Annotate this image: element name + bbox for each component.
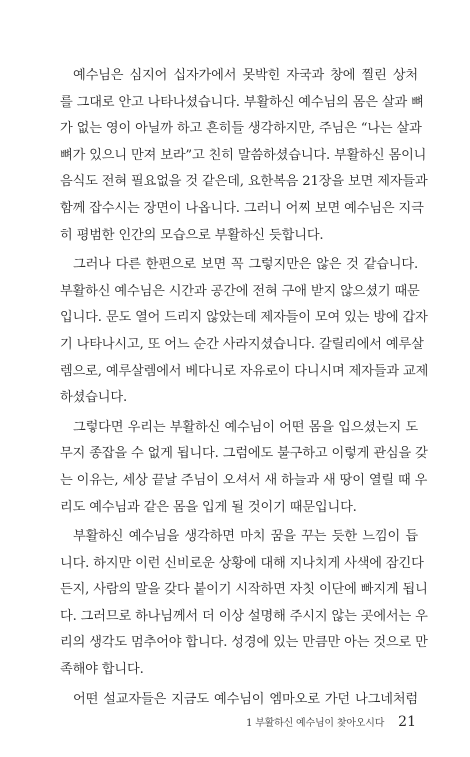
page-footer <box>246 714 416 730</box>
text-line: 그러나 다른 한편으로 보면 꼭 그렇지만은 않은 것 같습니다. <box>73 257 418 273</box>
text-line: 하셨습니다. <box>60 390 127 406</box>
text-line: 기 나타나시고, 또 어느 순간 사라지셨습니다. 갈릴리에서 예루살 <box>60 336 424 352</box>
text-line: 그렇다면 우리는 부활하신 예수님이 어떤 몸을 입으셨는지 도 <box>73 419 418 435</box>
text-line: 입니다. 문도 열어 드리지 않았는데 제자들이 모여 있는 방에 갑자 <box>60 310 428 326</box>
text-line: 뼈가 있으니 만져 보라”고 친히 말씀하셨습니다. 부활하신 몸이니 <box>60 147 427 163</box>
text-line: 리의 생각도 멈추어야 합니다. 성경에 있는 만큼만 아는 것으로 만 <box>60 635 428 651</box>
text-line: 렘으로, 예루살렘에서 베다니로 자유로이 다니시며 제자들과 교제 <box>60 363 429 379</box>
text-line: 다. 그러므로 하나님께서 더 이상 설명해 주시지 않는 곳에서는 우 <box>60 608 428 624</box>
text-line: 어떤 설교자들은 지금도 예수님이 엠마오로 가던 나그네처럼 <box>73 691 418 707</box>
text-line: 음식도 전혀 필요없을 것 같은데, 요한복음 21장을 보면 제자들과 <box>60 174 428 190</box>
text-line: 를 그대로 안고 나타나셨습니다. 부활하신 예수님의 몸은 살과 뼈 <box>60 94 424 110</box>
text-line: 족해야 합니다. <box>60 662 144 678</box>
text-line: 가 없는 영이 아닐까 하고 흔히들 생각하지만, 주님은 “나는 살과 <box>60 121 422 137</box>
text-line: 는 이유는, 세상 끝날 주님이 오셔서 새 하늘과 새 땅이 열릴 때 우 <box>60 472 428 488</box>
text-line: 부활하신 예수님을 생각하면 마치 꿈을 꾸는 듯한 느낌이 듭 <box>73 529 418 545</box>
text-line: 든지, 사람의 말을 갖다 붙이기 시작하면 자칫 이단에 빠지게 됩니 <box>60 582 428 598</box>
text-line: 니다. 하지만 이런 신비로운 상황에 대해 지나치게 사색에 잠긴다 <box>60 555 424 571</box>
text-line: 무지 종잡을 수 없게 됩니다. 그럼에도 불구하고 이렇게 관심을 갖 <box>60 446 428 462</box>
text-line: 예수님은 심지어 십자가에서 못박힌 자국과 창에 찔린 상처 <box>73 68 418 83</box>
text-line: 리도 예수님과 같은 몸을 입게 될 것이기 때문입니다. <box>60 499 357 515</box>
text-line: 함께 잡수시는 장면이 나옵니다. 그러니 어찌 보면 예수님은 지극 <box>60 200 424 216</box>
page-number: 21 <box>398 714 416 730</box>
text-line: 히 평범한 인간의 모습으로 부활하신 듯합니다. <box>60 227 324 243</box>
running-head: 1 부활하신 예수님이 찾아오시다 <box>246 718 385 729</box>
body-text <box>60 63 429 713</box>
text-line: 부활하신 예수님은 시간과 공간에 전혀 구애 받지 않으셨기 때문 <box>60 283 420 299</box>
